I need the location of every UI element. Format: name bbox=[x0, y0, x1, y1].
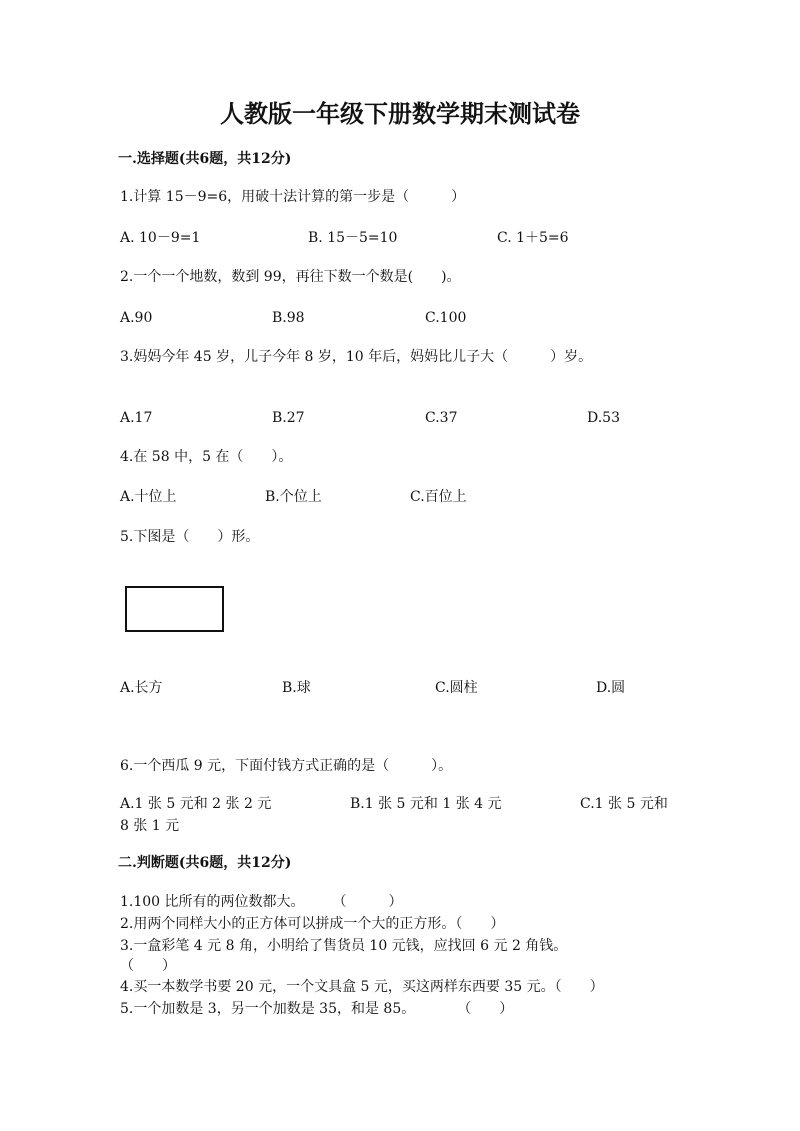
q2-option-c: C.100 bbox=[425, 310, 467, 326]
judge-item-5: 5.一个加数是 3，另一个加数是 35，和是 85。 （ ） bbox=[120, 1001, 514, 1017]
judge-item-4: 4.买一本数学书要 20 元，一个文具盒 5 元，买这两样东西要 35 元。（ ） bbox=[120, 979, 604, 995]
q3-option-a: A.17 bbox=[120, 410, 153, 426]
q5-option-c: C.圆柱 bbox=[435, 680, 478, 696]
q1-option-c: C. 1＋5=6 bbox=[497, 230, 569, 246]
question-4: 4.在 58 中，5 在（ ）。 bbox=[120, 449, 293, 465]
judge-item-1: 1.100 比所有的两位数都大。 （ ） bbox=[120, 894, 403, 910]
judge-item-3-blank: （ ） bbox=[120, 958, 176, 974]
section-choice-heading: 一.选择题(共6题，共12分) bbox=[118, 151, 292, 167]
page-title: 人教版一年级下册数学期末测试卷 bbox=[220, 99, 580, 128]
q4-option-b: B.个位上 bbox=[265, 489, 322, 505]
q5-option-a: A.长方 bbox=[120, 680, 163, 696]
q3-option-b: B.27 bbox=[272, 410, 305, 426]
section-judge-heading: 二.判断题(共6题，共12分) bbox=[118, 855, 292, 871]
q1-option-b: B. 15－5=10 bbox=[308, 230, 398, 246]
question-3: 3.妈妈今年 45 岁，儿子今年 8 岁，10 年后，妈妈比儿子大（ ）岁。 bbox=[120, 349, 593, 365]
question-2: 2.一个一个地数，数到 99，再往下数一个数是( )。 bbox=[120, 269, 461, 285]
question-5: 5.下图是（ ）形。 bbox=[120, 529, 260, 545]
q3-option-c: C.37 bbox=[425, 410, 458, 426]
q3-option-d: D.53 bbox=[587, 410, 620, 426]
question-6: 6.一个西瓜 9 元，下面付钱方式正确的是（ ）。 bbox=[120, 758, 453, 774]
q6-option-b: B.1 张 5 元和 1 张 4 元 bbox=[350, 796, 502, 812]
judge-item-3: 3.一盒彩笔 4 元 8 角，小明给了售货员 10 元钱，应找回 6 元 2 角钱。 bbox=[120, 938, 568, 954]
rectangle-figure bbox=[125, 586, 224, 632]
q5-option-d: D.圆 bbox=[596, 680, 626, 696]
q2-option-a: A.90 bbox=[120, 310, 153, 326]
q1-option-a: A. 10－9=1 bbox=[120, 230, 201, 246]
judge-item-2: 2.用两个同样大小的正方体可以拼成一个大的正方形。（ ） bbox=[120, 916, 505, 932]
q4-option-a: A.十位上 bbox=[120, 489, 177, 505]
q6-option-c-continued: 8 张 1 元 bbox=[120, 818, 180, 834]
q2-option-b: B.98 bbox=[272, 310, 305, 326]
q5-option-b: B.球 bbox=[282, 680, 311, 696]
q6-option-a: A.1 张 5 元和 2 张 2 元 bbox=[120, 796, 272, 812]
q4-option-c: C.百位上 bbox=[410, 489, 467, 505]
question-1: 1.计算 15－9=6，用破十法计算的第一步是（ ） bbox=[120, 189, 466, 205]
q6-option-c: C.1 张 5 元和 bbox=[580, 796, 668, 812]
